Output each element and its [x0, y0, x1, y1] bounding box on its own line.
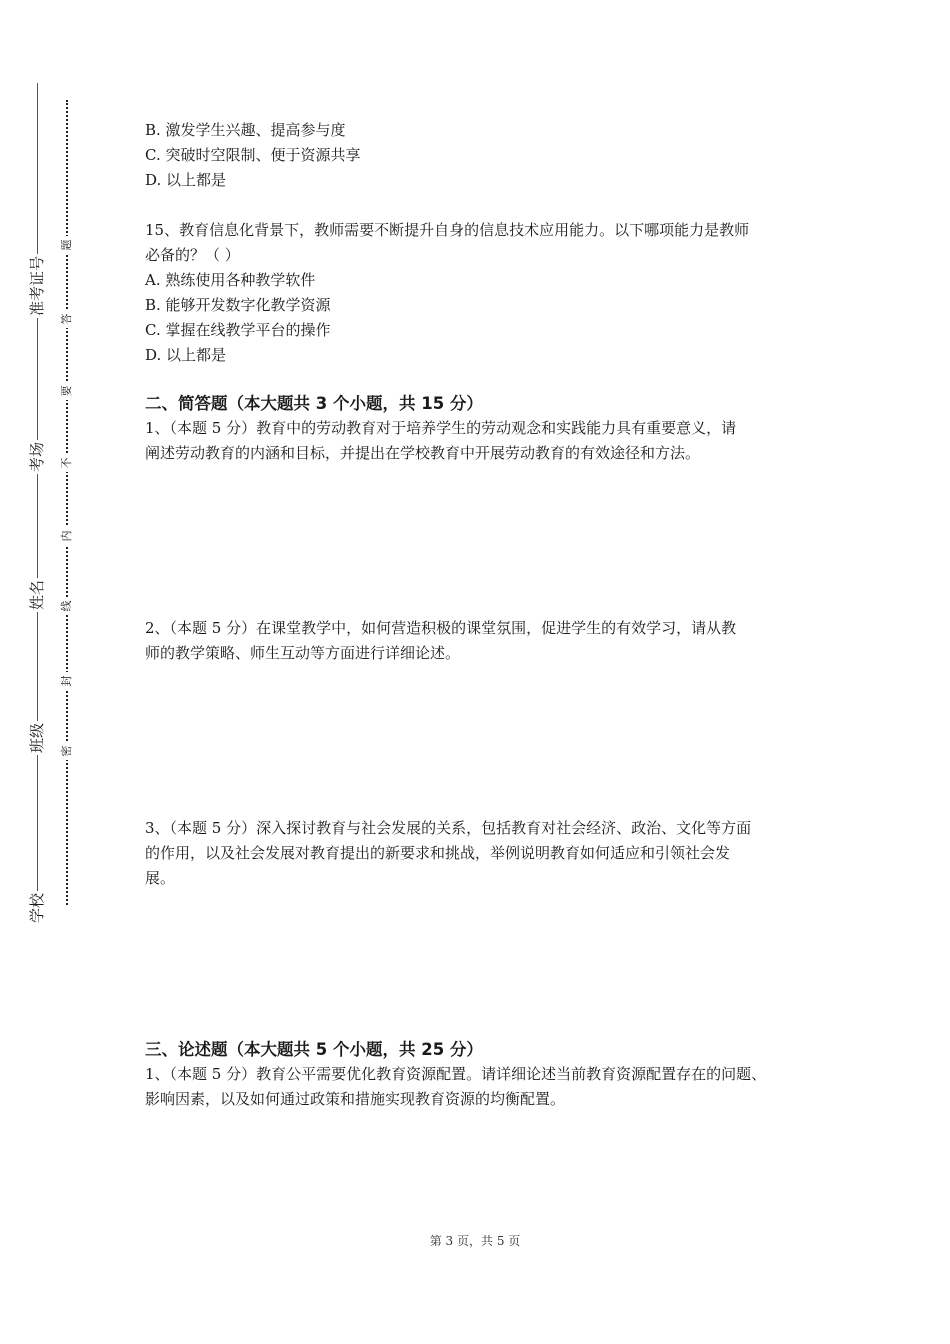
- s3-q1-line2: 影响因素，以及如何通过政策和措施实现教育资源的均衡配置。: [145, 1090, 566, 1108]
- admission-number-label: 准考证号: [22, 254, 52, 318]
- q14-option-d: D. 以上都是: [145, 171, 227, 189]
- s2-q3-line3: 展。: [145, 869, 176, 887]
- seal-char-yao: 要: [60, 382, 74, 400]
- seal-char-ti: 题: [60, 236, 74, 254]
- q14-option-c: C. 突破时空限制、便于资源共享: [145, 146, 361, 164]
- exam-room-label: 考场: [22, 440, 52, 474]
- seal-char-xian: 线: [60, 597, 74, 615]
- s3-q1-line1: 1、（本题 5 分）教育公平需要优化教育资源配置。请详细论述当前教育资源配置存在的问题、: [145, 1065, 767, 1083]
- q15-option-c: C. 掌握在线教学平台的操作: [145, 321, 331, 339]
- school-label: 学校: [22, 891, 52, 925]
- section2-heading: 二、简答题（本大题共 3 个小题，共 15 分）: [145, 394, 483, 413]
- q15-option-d: D. 以上都是: [145, 346, 227, 364]
- q15-stem-line2: 必备的？（ ）: [145, 246, 240, 264]
- section3-heading: 三、论述题（本大题共 5 个小题，共 25 分）: [145, 1040, 483, 1059]
- seal-char-nei: 内: [60, 527, 74, 545]
- s2-q2-line2: 师的教学策略、师生互动等方面进行详细论述。: [145, 644, 461, 662]
- q15-option-b: B. 能够开发数字化教学资源: [145, 296, 331, 314]
- s2-q2-answer-space: [145, 666, 815, 816]
- s2-q1-answer-space: [145, 466, 815, 616]
- s2-q1-line1: 1、（本题 5 分）教育中的劳动教育对于培养学生的劳动观念和实践能力具有重要意义，请: [145, 419, 737, 437]
- name-label: 姓名: [22, 578, 52, 612]
- s2-q2-line1: 2、（本题 5 分）在课堂教学中，如何营造积极的课堂氛围，促进学生的有效学习，请从教: [145, 619, 737, 637]
- s2-q1-line2: 阐述劳动教育的内涵和目标，并提出在学校教育中开展劳动教育的有效途径和方法。: [145, 444, 701, 462]
- seal-char-bu: 不: [60, 454, 74, 472]
- page-number-footer: 第 3 页，共 5 页: [429, 1234, 521, 1248]
- seal-dotted-line: [66, 100, 68, 905]
- exam-content: [145, 118, 815, 1112]
- q14-option-b: B. 激发学生兴趣、提高参与度: [145, 121, 346, 139]
- s2-q3-answer-space: [145, 891, 815, 1037]
- q15-option-a: A. 熟练使用各种教学软件: [145, 271, 316, 289]
- seal-char-mi: 密: [60, 742, 74, 760]
- class-label: 班级: [22, 721, 52, 755]
- seal-char-da: 答: [60, 310, 74, 328]
- seal-char-feng: 封: [60, 672, 74, 690]
- s2-q3-line1: 3、（本题 5 分）深入探讨教育与社会发展的关系，包括教育对社会经济、政治、文化等方面: [145, 819, 752, 837]
- s2-q3-line2: 的作用，以及社会发展对教育提出的新要求和挑战，举例说明教育如何适应和引领社会发: [145, 844, 731, 862]
- q15-stem-line1: 15、教育信息化背景下，教师需要不断提升自身的信息技术应用能力。以下哪项能力是教师: [145, 221, 750, 239]
- binding-solid-line: [37, 83, 38, 893]
